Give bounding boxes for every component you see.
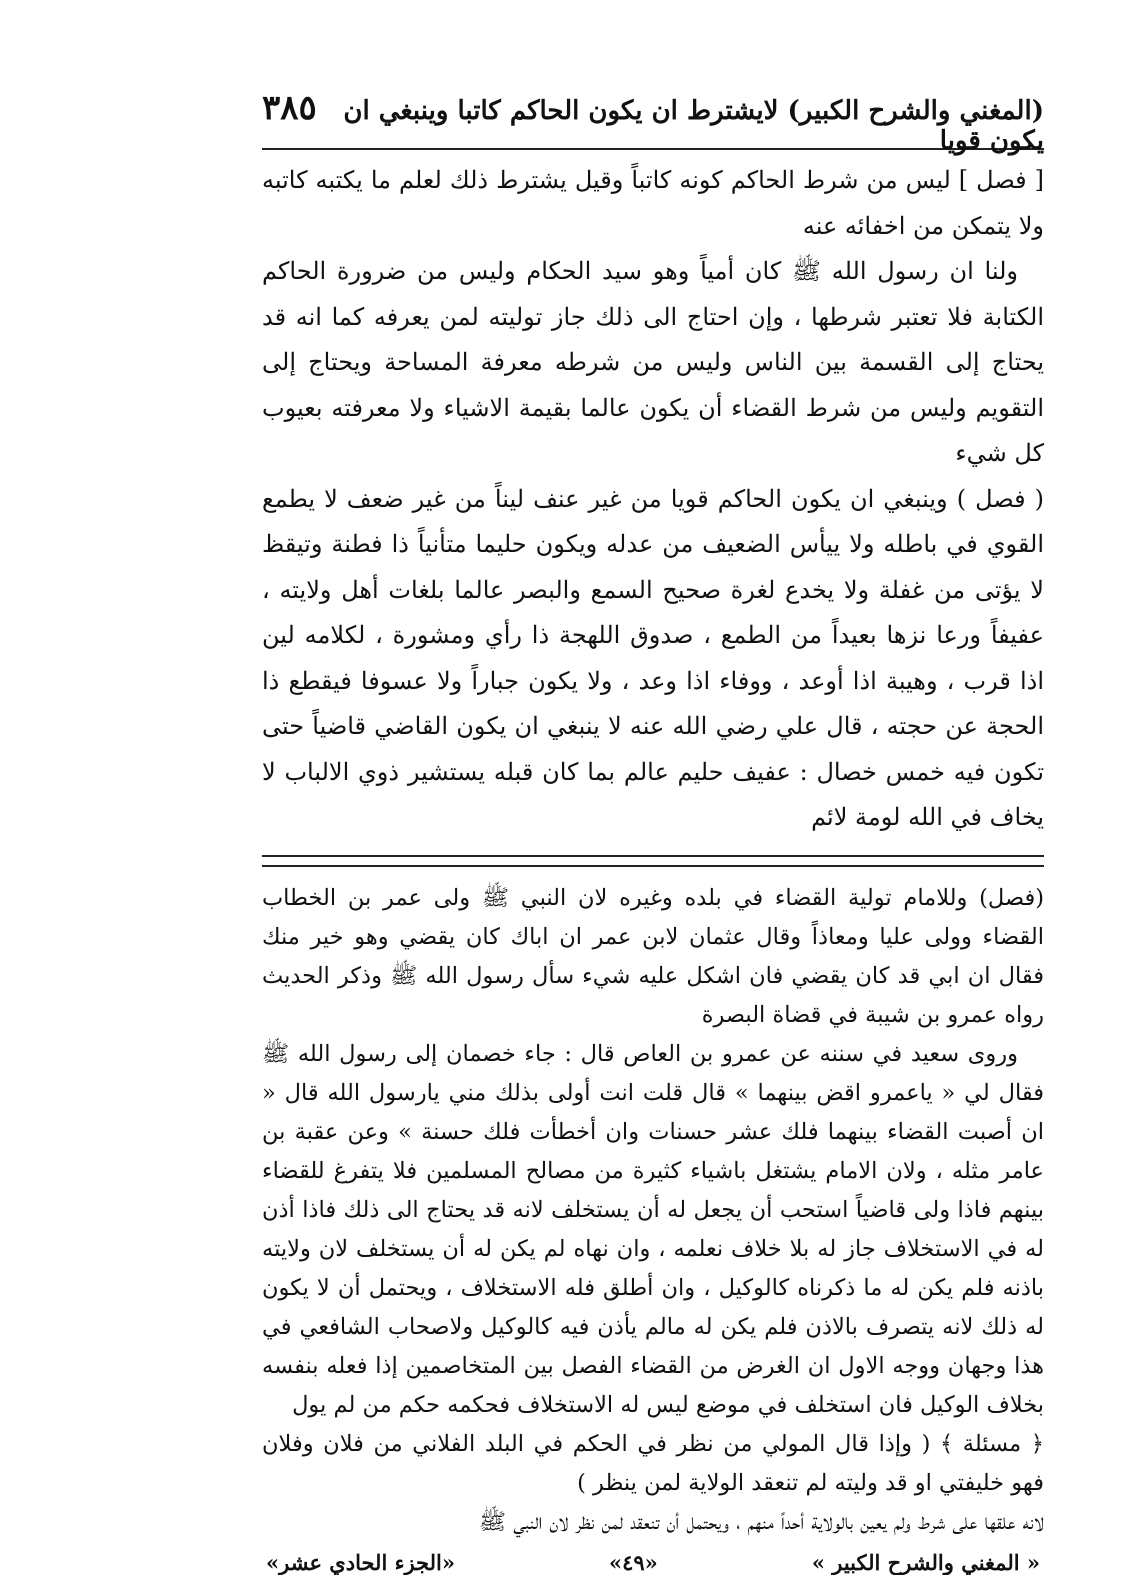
- paragraph: ( فصل ) وينبغي ان يكون الحاكم قويا من غير عنف ليناً من غير ضعف لا يطمع القوي في باطله ولا ييأس الضعيف من عدله ويكون حليما متأنياً ذا فطنة وتيقظ لا يؤتى من غفلة ولا يخدع لغرة صحيح السمع والبصر عالما بلغات أهل ولايته ، عفيفاً ورعا نزها بعيداً من الطمع ، صدوق اللهجة ذا رأي ومشورة ، لكلامه لين اذا قرب ، وهيبة اذا أوعد ، ووفاء اذا وعد ، ولا يكون جباراً ولا عسوفا فيقطع ذا الحجة عن حجته ، قال علي رضي الله عنه لا ينبغي ان يكون القاضي قاضياً حتى تكون فيه خمس خصال : عفيف حليم عالم بما كان قبله يستشير ذوي الالباب لا يخاف في الله لومة لائم: [262, 484, 1045, 831]
- book-page: [262, 88, 1045, 1575]
- page-header: [262, 88, 1044, 156]
- page-number: ٣٨٥: [262, 88, 317, 128]
- paragraph: لانه علقها على شرط ولم يعين بالولاية أحداً منهم ، ويحتمل أن تنعقد لمن نظر لان النبي ﷺ: [478, 1508, 1044, 1535]
- paragraph: ﴿ مسئلة ﴾ ( وإذا قال المولي من نظر في الحكم في البلد الفلاني من فلان وفلان فهو خليفتي او قد وليته لم تنعقد الولاية لمن ينظر ): [262, 1430, 1044, 1496]
- paragraph: (فصل) وللامام تولية القضاء في بلده وغيره لان النبي ﷺ ولى عمر بن الخطاب القضاء وولى عليا ومعاذاً وقال عثمان لابن عمر ان اباك كان يقضي وهو خير منك فقال ان ابي قد كان يقضي فان اشكل عليه شيء سأل رسول الله ﷺ وذكر الحديث رواه عمرو بن شيبة في قضاة البصرة: [262, 884, 1044, 1028]
- upper-text-block: [262, 158, 1044, 841]
- paragraph: ولنا ان رسول الله ﷺ كان أمياً وهو سيد الحكام وليس من ضرورة الحاكم الكتابة فلا تعتبر شرطها ، وإن احتاج الى ذلك جاز توليته لمن يعرفه كما انه قد يحتاج إلى القسمة بين الناس وليس من شرطه معرفة المساحة ويحتاج إلى التقويم وليس من شرط القضاء أن يكون عالما بقيمة الاشياء ولا معرفته بعيوب كل شيء: [262, 257, 1044, 467]
- footer-book-title: « المغني والشرح الكبير »: [811, 1549, 1040, 1575]
- page-footer: [262, 1550, 1044, 1575]
- section-divider: [262, 855, 1044, 867]
- footer-volume: «الجزء الحادي عشر»: [266, 1549, 455, 1575]
- running-title: (المغني والشرح الكبير) لايشترط ان يكون الحاكم كاتبا وينبغي ان يكون قويا: [343, 96, 1044, 156]
- footer-signature: «٤٩»: [608, 1549, 658, 1575]
- paragraph: [ فصل ] ليس من شرط الحاكم كونه كاتباً وقيل يشترط ذلك لعلم ما يكتبه كاتبه ولا يتمكن من اخفائه عنه: [262, 166, 1044, 240]
- lower-text-block: [262, 879, 1044, 1542]
- paragraph: وروى سعيد في سننه عن عمرو بن العاص قال : جاء خصمان إلى رسول الله ﷺ فقال لي « ياعمرو اقض بينهما » قال قلت انت أولى بذلك مني يارسول الله قال « ان أصبت القضاء بينهما فلك عشر حسنات وان أخطأت فلك حسنة » وعن عقبة بن عامر مثله ، ولان الامام يشتغل باشياء كثيرة من مصالح المسلمين فلا يتفرغ للقضاء بينهم فاذا ولى قاضياً استحب أن يجعل له أن يستخلف لانه قد يحتاج الى ذلك فاذا أذن له في الاستخلاف جاز له بلا خلاف نعلمه ، وان نهاه لم يكن له أن يستخلف لان ولايته باذنه فلم يكن له ما ذكرناه كالوكيل ، وان أطلق فله الاستخلاف ، ويحتمل أن لا يكون له ذلك لانه يتصرف بالاذن فلم يكن له مالم يأذن فيه كالوكيل ولاصحاب الشافعي في هذا وجهان ووجه الاول ان الغرض من القضاء الفصل بين المتخاصمين إذا فعله بنفسه بخلاف الوكيل فان استخلف في موضع ليس له الاستخلاف فحكمه حكم من لم يول: [262, 1040, 1044, 1418]
